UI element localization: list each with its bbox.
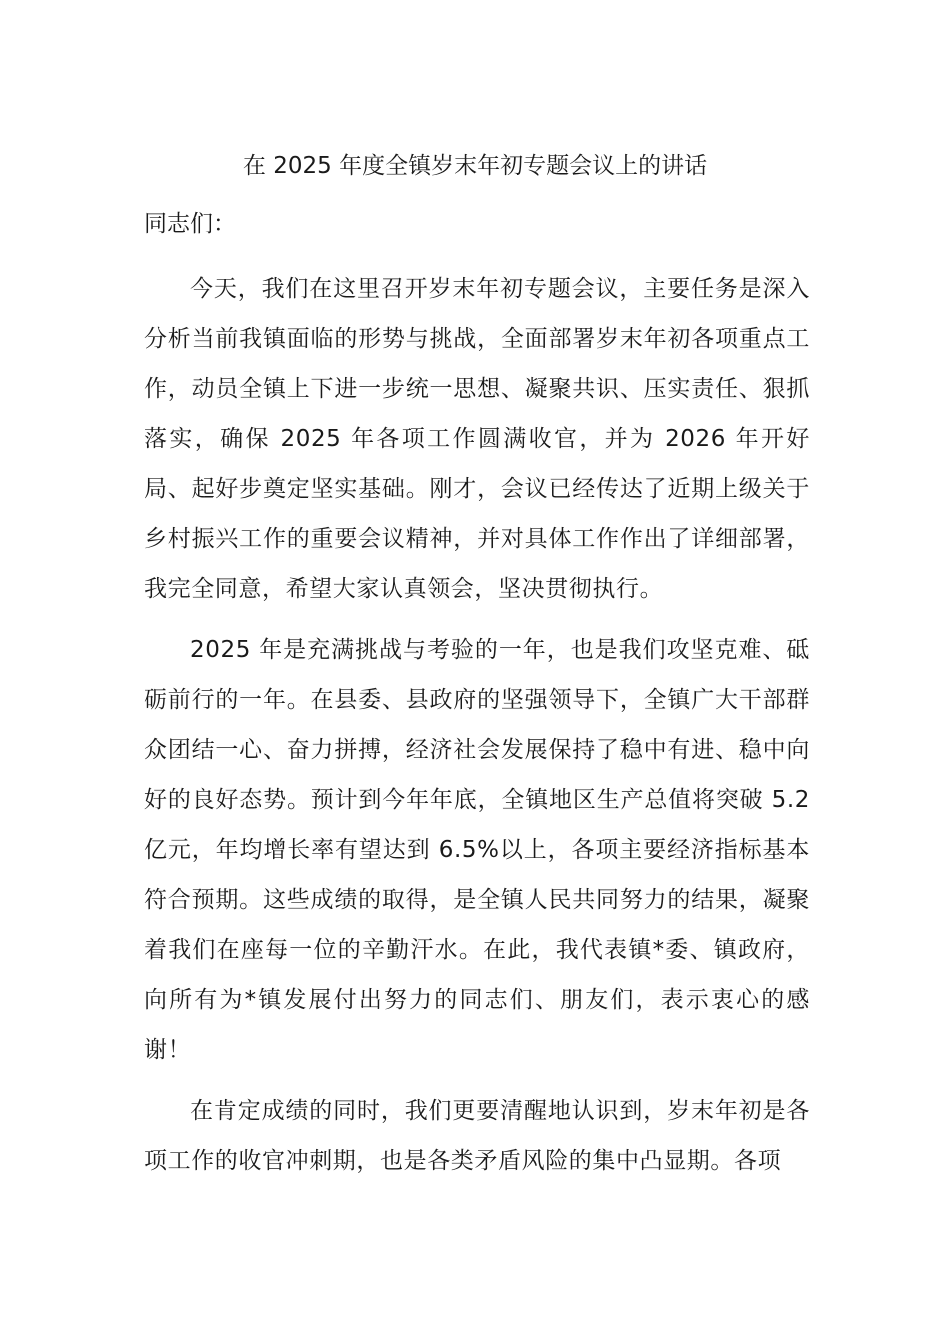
salutation: 同志们： — [144, 211, 236, 237]
document-title: 在 2025 年度全镇岁末年初专题会议上的讲话 — [242, 153, 708, 179]
document-body — [144, 264, 810, 1186]
paragraph-1: 今天，我们在这里召开岁末年初专题会议，主要任务是深入分析当前我镇面临的形势与挑战，全面部署岁末年初各项重点工作，动员全镇上下进一步统一思想、凝聚共识、压实责任、狠抓落实，确保 2025 年各项工作圆满收官，并为 2026 年开好局、起好步奠定坚实基础。刚才，会议已经传达了近期上级关于乡村振兴工作的重要会议精神，并对具体工作作出了详细部署，我完全同意，希望大家认真领会，坚决贯彻执行。 — [144, 276, 810, 602]
paragraph-2: 2025 年是充满挑战与考验的一年，也是我们攻坚克难、砥砺前行的一年。在县委、县政府的坚强领导下，全镇广大干部群众团结一心、奋力拼搏，经济社会发展保持了稳中有进、稳中向好的良好态势。预计到今年年底，全镇地区生产总值将突破 5.2 亿元，年均增长率有望达到 6.5%以上，各项主要经济指标基本符合预期。这些成绩的取得，是全镇人民共同努力的结果，凝聚着我们在座每一位的辛勤汗水。在此，我代表镇*委、镇政府，向所有为*镇发展付出努力的同志们、朋友们，表示衷心的感谢！ — [144, 637, 810, 1063]
paragraph-3: 在肯定成绩的同时，我们更要清醒地认识到，岁末年初是各项工作的收官冲刺期，也是各类矛盾风险的集中凸显期。各项 — [144, 1098, 810, 1174]
